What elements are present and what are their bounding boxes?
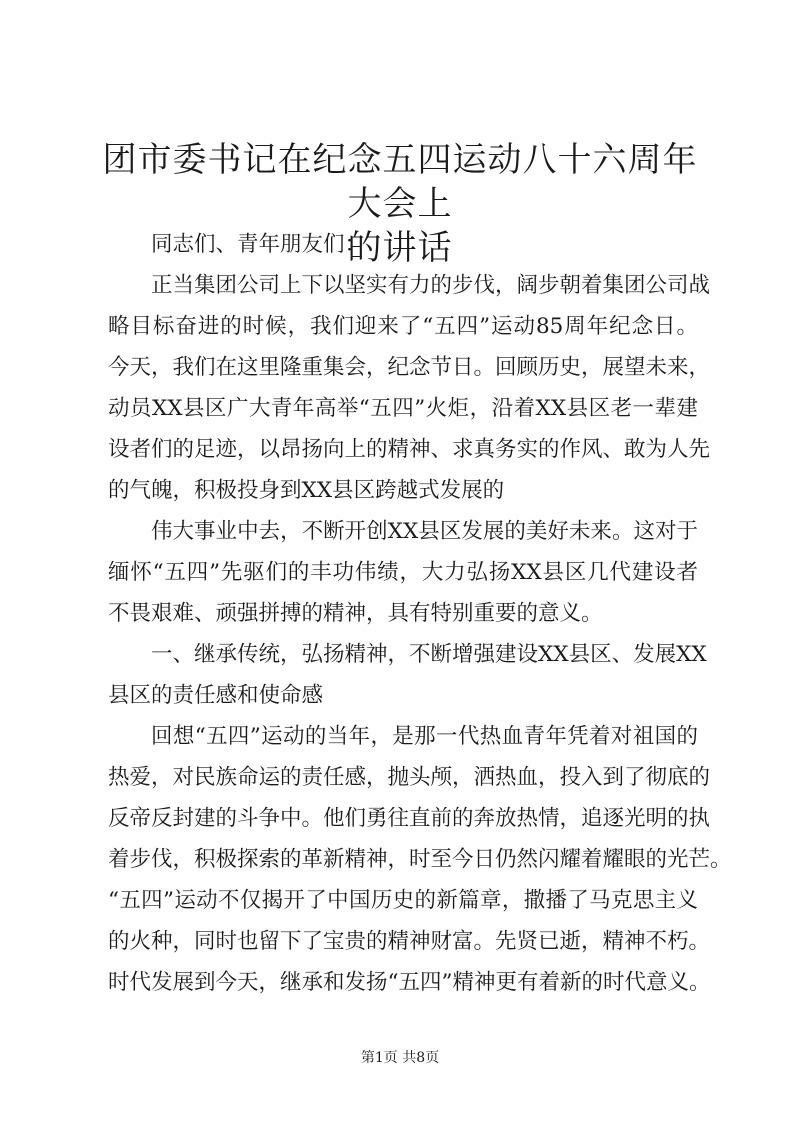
document-body: [108, 224, 732, 1003]
paragraph-line: 不畏艰难、顽强拼搏的精神，具有特别重要的意义。: [108, 601, 603, 626]
title-line-2: 的讲话: [347, 228, 453, 268]
paragraph-line: 的火种，同时也留下了宝贵的精神财富。先贤已逝，精神不朽。: [108, 929, 711, 954]
paragraph-line: 的气魄，积极投身到XX县区跨越式发展的: [108, 478, 505, 503]
paragraph-line: 设者们的足迹，以昂扬向上的精神、求真务实的作风、敢为人先: [108, 437, 711, 462]
title-line-1: 团市委书记在纪念五四运动八十六周年大会上: [102, 140, 698, 224]
paragraph-line: 略目标奋进的时候，我们迎来了“五四”运动85周年纪念日。: [108, 314, 698, 339]
paragraph-line: 今天，我们在这里隆重集会，纪念节日。回顾历史，展望未来，: [108, 355, 711, 380]
paragraph-line: 正当集团公司上下以坚实有力的步伐，阔步朝着集团公司战: [151, 273, 711, 298]
page-footer: 第1页 共8页: [360, 1050, 440, 1066]
section-heading-line: 县区的责任感和使命感: [108, 683, 324, 708]
paragraph-line: 回想“五四”运动的当年，是那一代热血青年凭着对祖国的: [151, 724, 698, 749]
paragraph-line: 时代发展到今天，继承和发扬“五四”精神更有着新的时代意义。: [108, 970, 711, 995]
salutation: 同志们、青年朋友们：: [151, 232, 367, 257]
paragraph-line: 着步伐，积极探索的革新精神，时至今日仍然闪耀着耀眼的光芒。: [108, 847, 732, 872]
paragraph-line: 热爱，对民族命运的责任感，抛头颅，洒热血，投入到了彻底的: [108, 765, 711, 790]
paragraph-line: 动员XX县区广大青年高举“五四”火炬，沿着XX县区老一辈建: [108, 396, 698, 421]
section-heading-line: 一、继承传统，弘扬精神，不断增强建设XX县区、发展XX: [151, 642, 707, 667]
paragraph-line: 缅怀“五四”先驱们的丰功伟绩，大力弘扬XX县区几代建设者: [108, 560, 698, 585]
paragraph-line: “五四”运动不仅揭开了中国历史的新篇章，撒播了马克思主义: [108, 888, 698, 913]
paragraph-line: 伟大事业中去，不断开创XX县区发展的美好未来。这对于: [151, 519, 698, 544]
paragraph-line: 反帝反封建的斗争中。他们勇往直前的奔放热情，追逐光明的执: [108, 806, 711, 831]
